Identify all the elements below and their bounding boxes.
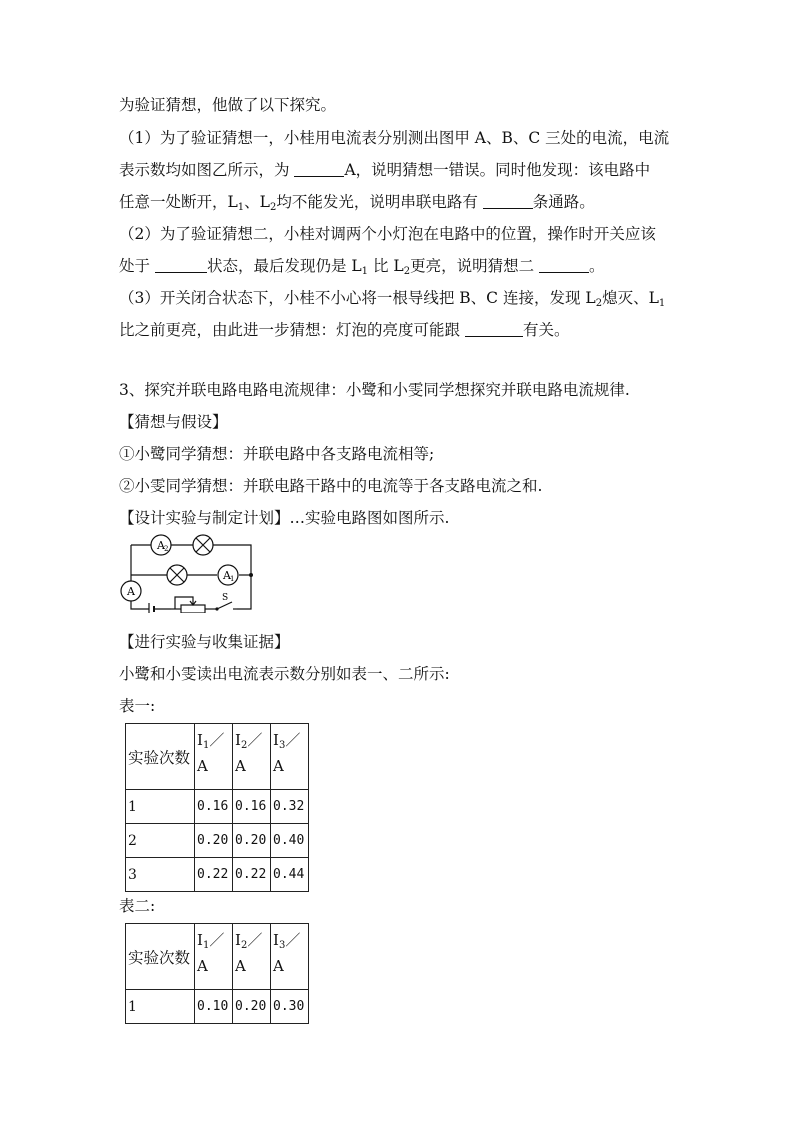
table-header-row	[126, 724, 309, 790]
header-cell-current: $I_3/$ A	[271, 724, 309, 790]
trial-number-cell: 3	[126, 858, 195, 892]
header-cell-current: $I_1/$ A	[195, 924, 233, 990]
table-row	[126, 824, 309, 858]
q2-answer-blank-2[interactable]	[539, 257, 589, 273]
q2-answer-blank-1[interactable]	[155, 257, 207, 273]
q1-answer-blank-2[interactable]	[483, 193, 533, 209]
q1-text: 任意一处断开，L	[119, 193, 238, 211]
read-line: 小鹭和小雯读出电流表示数分别如表一、二所示:	[119, 665, 450, 683]
hypothesis-1: ①小鹭同学猜想：并联电路中各支路电流相等;	[119, 445, 435, 463]
ammeter-a2-sub: 2	[164, 545, 169, 553]
current-value-cell: 0.22	[195, 858, 233, 892]
header-cell-current: $I_1/$ A	[195, 724, 233, 790]
current-value-cell: 0.32	[271, 790, 309, 824]
table1-label: 表一:	[119, 697, 156, 715]
trial-number-cell: 1	[126, 990, 195, 1024]
switch-lever	[217, 602, 232, 609]
hypothesis-2: ②小雯同学猜想：并联电路干路中的电流等于各支路电流之和.	[119, 477, 543, 495]
q3-text: 比之前更亮，由此进一步猜想：灯泡的亮度可能跟	[119, 321, 465, 339]
ammeter-a-label: A	[127, 585, 135, 598]
current-value-cell: 0.22	[233, 858, 271, 892]
current-value-cell: 0.20	[233, 990, 271, 1024]
q1-line3	[119, 192, 595, 212]
subscript: 1	[361, 266, 369, 277]
table-header-row	[126, 924, 309, 990]
q2-text: 更亮，说明猜想二	[410, 257, 540, 275]
hypothesis-heading: 【猜想与假设】	[119, 413, 228, 431]
q1-line1: （1）为了验证猜想一，小桂用电流表分别测出图甲 A、B、C 三处的电流，电流	[119, 129, 670, 147]
junction-dot	[249, 573, 253, 577]
trial-number-cell: 2	[126, 824, 195, 858]
q2-text: 比 L	[368, 257, 404, 275]
table-one	[125, 723, 309, 892]
table-row	[126, 858, 309, 892]
q2-text: 状态，最后发现仍是 L	[206, 257, 362, 275]
subscript: 1	[658, 298, 666, 309]
q1-text: 表示数均如图乙所示，为	[119, 161, 295, 179]
header-cell-trial: 实验次数	[126, 924, 195, 990]
header-cell-current: $I_2/$ A	[233, 924, 271, 990]
current-value-cell: 0.10	[195, 990, 233, 1024]
q1-text: 均不能发光，说明串联电路有	[276, 193, 483, 211]
current-value-cell: 0.16	[195, 790, 233, 824]
current-value-cell: 0.16	[233, 790, 271, 824]
current-value-cell: 0.20	[233, 824, 271, 858]
subscript: 1	[237, 202, 245, 213]
q2-line1: （2）为了验证猜想二，小桂对调两个小灯泡在电路中的位置，操作时开关应该	[119, 225, 656, 243]
parallel-circuit-diagram	[119, 533, 259, 613]
header-cell-current: $I_3/$ A	[271, 924, 309, 990]
current-value-cell: 0.40	[271, 824, 309, 858]
q1-text: A，说明猜想一错误。同时他发现：该电路中	[344, 161, 651, 179]
subscript: 2	[269, 202, 277, 213]
current-value-cell: 0.30	[271, 990, 309, 1024]
q1-answer-blank-1[interactable]	[294, 161, 344, 177]
table-row	[126, 990, 309, 1024]
rheostat-slider	[175, 597, 193, 609]
switch-contact	[215, 607, 218, 610]
section3-title: 3、探究并联电路电路电流规律：小鹭和小雯同学想探究并联电路电流规律.	[119, 381, 630, 399]
header-cell-current: $I_2/$ A	[233, 724, 271, 790]
subscript: 2	[403, 266, 411, 277]
ammeter-a2-label: A	[157, 539, 165, 552]
q3-answer-blank[interactable]	[465, 321, 523, 337]
q3-text: 熄灭、L	[602, 289, 659, 307]
q3-line1	[119, 288, 665, 308]
table-two	[125, 923, 309, 1024]
switch-label: S	[222, 593, 229, 603]
q3-line2	[119, 320, 569, 340]
wire	[237, 575, 251, 609]
intro-text: 为验证猜想，他做了以下探究。	[119, 96, 337, 114]
q2-line2	[119, 256, 605, 276]
current-value-cell: 0.20	[195, 824, 233, 858]
q2-text: 。	[589, 257, 605, 275]
table2-label: 表二:	[119, 897, 156, 915]
q1-text: 、L	[244, 193, 270, 211]
q3-text: （3）开关闭合状态下，小桂不小心将一根导线把 B、C 连接，发现 L	[119, 289, 596, 307]
rheostat-body	[181, 605, 205, 613]
experiment-heading: 【进行实验与收集证据】	[119, 633, 290, 651]
q1-line2	[119, 160, 650, 180]
trial-number-cell: 1	[126, 790, 195, 824]
header-cell-trial: 实验次数	[126, 724, 195, 790]
design-text: 【设计实验与制定计划】…实验电路图如图所示.	[119, 509, 450, 527]
table-row	[126, 790, 309, 824]
subscript: 2	[595, 298, 603, 309]
q3-text: 有关。	[522, 321, 570, 339]
q1-text: 条通路。	[532, 193, 595, 211]
current-value-cell: 0.44	[271, 858, 309, 892]
q2-text: 处于	[119, 257, 155, 275]
ammeter-a1-sub: 1	[230, 575, 235, 583]
wire	[131, 601, 149, 609]
ammeter-a1-label: A	[223, 569, 231, 582]
